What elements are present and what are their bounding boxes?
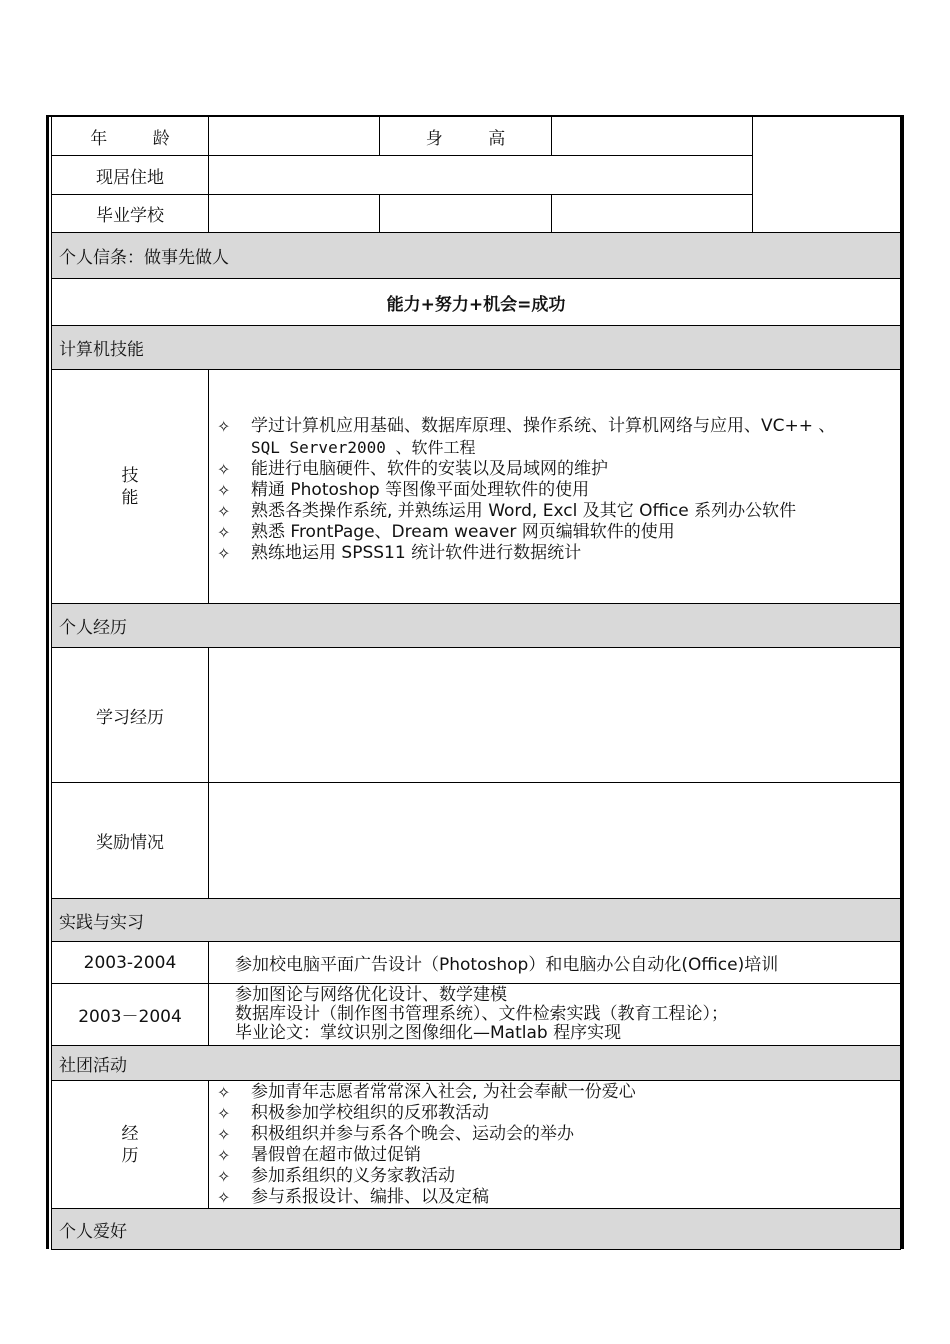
list-item: ✧ 熟练地运用 SPSS11 统计软件进行数据统计 [217, 542, 582, 563]
list-item: ✧ 学过计算机应用基础、数据库原理、操作系统、计算机网络与应用、VC++ 、 [217, 415, 836, 436]
school-value[interactable] [209, 195, 380, 233]
list-item: ✧ 积极组织并参与系各个晚会、运动会的举办 [217, 1123, 574, 1144]
list-item: ✧ 能进行电脑硬件、软件的安装以及局域网的维护 [217, 458, 608, 479]
skills-label-char-2: 能 [121, 487, 139, 508]
motto-section-header: 个人信条：做事先做人 [52, 233, 901, 279]
list-item: ✧ 参加系组织的义务家教活动 [217, 1165, 455, 1186]
skills-section-header: 计算机技能 [52, 326, 901, 370]
age-row [52, 117, 901, 156]
study-label: 学习经历 [52, 648, 209, 783]
bullet-icon: ✧ [217, 1103, 231, 1123]
practice-section-header: 实践与实习 [52, 899, 901, 942]
table-row [52, 942, 901, 984]
list-item: ✧ 熟悉各类操作系统, 并熟练运用 Word, Excl 及其它 Office 系列办公软件 [217, 500, 797, 521]
practice-years-1: 2003-2004 [52, 942, 209, 984]
practice-desc-1: 参加校电脑平面广告设计（Photoshop）和电脑办公自动化(Office)培训 [209, 942, 901, 984]
bullet-icon: ✧ [217, 1187, 231, 1207]
bullet-icon: ✧ [217, 480, 231, 500]
height-value[interactable] [552, 117, 753, 156]
bullet-icon: ✧ [217, 543, 231, 563]
club-content [209, 1081, 901, 1209]
residence-value[interactable] [209, 156, 753, 195]
practice-years-2: 2003－2004 [52, 984, 209, 1046]
bullet-icon: ✧ [217, 459, 231, 479]
school-extra-1[interactable] [380, 195, 552, 233]
skills-list [209, 416, 900, 564]
awards-content[interactable] [209, 783, 901, 899]
list-item: ✧ 熟悉 FrontPage、Dream weaver 网页编辑软件的使用 [217, 521, 675, 542]
list-item: ✧ 暑假曾在超市做过促销 [217, 1144, 421, 1165]
school-extra-2[interactable] [552, 195, 753, 233]
list-item: ✧ 参与系报设计、编排、以及定稿 [217, 1186, 489, 1207]
list-item: ✧ 参加青年志愿者常常深入社会, 为社会奉献一份爱心 [217, 1081, 636, 1102]
club-section-header: 社团活动 [52, 1046, 901, 1081]
skills-content [209, 370, 901, 604]
bullet-icon: ✧ [217, 522, 231, 542]
bullet-icon: ✧ [217, 1166, 231, 1186]
bullet-icon: ✧ [217, 501, 231, 521]
study-content[interactable] [209, 648, 901, 783]
club-label-char-2: 历 [121, 1145, 139, 1166]
bullet-icon: ✧ [217, 1145, 231, 1165]
practice-desc-2: 参加图论与网络优化设计、数学建模 数据库设计（制作图书管理系统）、文件检索实践（教育工程论）； 毕业论文：掌纹识别之图像细化—Matlab 程序实现 [209, 984, 901, 1046]
bullet-icon: ✧ [217, 416, 231, 436]
residence-label: 现居住地 [52, 156, 209, 195]
skills-label [52, 370, 209, 604]
height-label: 身 高 [380, 117, 552, 156]
resume-table [51, 116, 901, 1250]
age-label: 年 龄 [52, 117, 209, 156]
skills-label-char-1: 技 [121, 465, 139, 486]
school-label: 毕业学校 [52, 195, 209, 233]
club-list [209, 1082, 900, 1208]
club-label-char-1: 经 [121, 1123, 139, 1144]
bullet-icon: ✧ [217, 1082, 231, 1102]
photo-cell [753, 117, 901, 233]
club-label [52, 1081, 209, 1209]
list-item: SQL Server2000 、软件工程 [251, 437, 476, 457]
hobby-section-header: 个人爱好 [52, 1209, 901, 1250]
list-item: ✧ 精通 Photoshop 等图像平面处理软件的使用 [217, 479, 590, 500]
table-row [52, 984, 901, 1046]
awards-label: 奖励情况 [52, 783, 209, 899]
bullet-icon: ✧ [217, 1124, 231, 1144]
list-item: ✧ 积极参加学校组织的反邪教活动 [217, 1102, 489, 1123]
age-value[interactable] [209, 117, 380, 156]
table-left-border [46, 115, 49, 1249]
motto-text: 能力+努力+机会=成功 [52, 279, 901, 326]
experience-section-header: 个人经历 [52, 604, 901, 648]
